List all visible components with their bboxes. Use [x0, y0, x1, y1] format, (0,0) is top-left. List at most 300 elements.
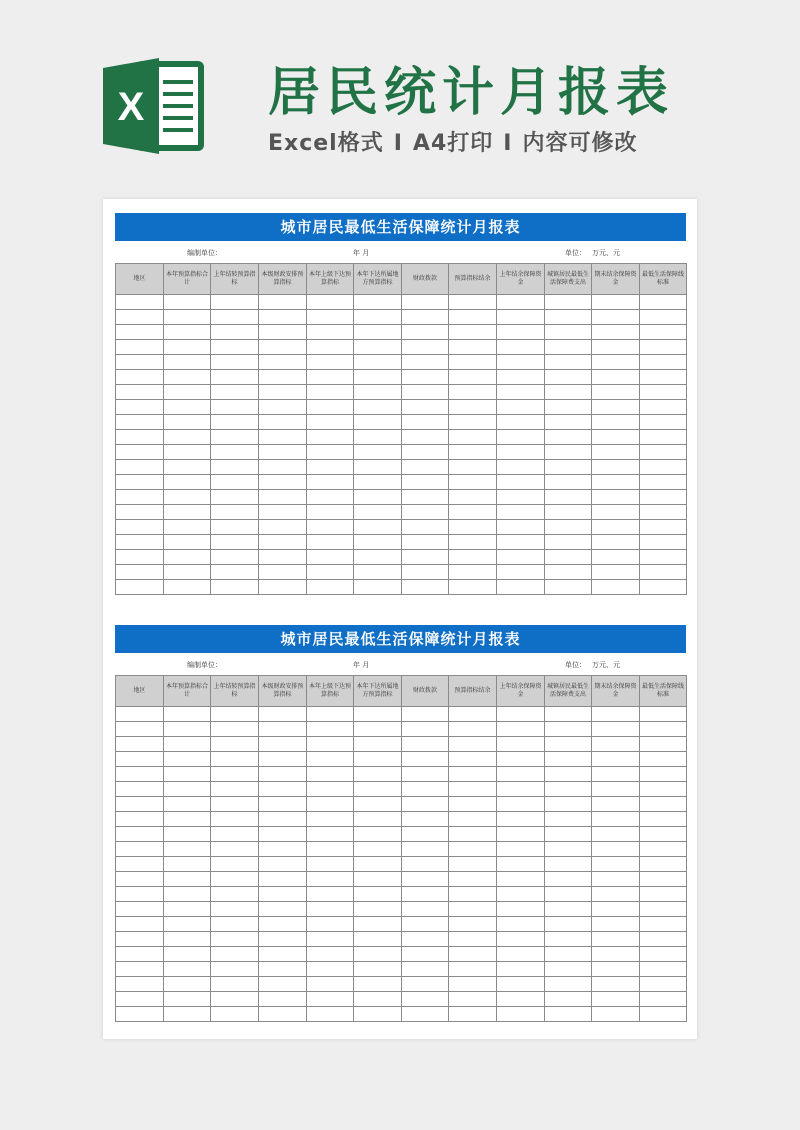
table-cell[interactable] [497, 797, 545, 812]
table-cell[interactable] [164, 722, 211, 737]
table-cell[interactable] [259, 550, 307, 565]
table-cell[interactable] [164, 460, 211, 475]
table-cell[interactable] [402, 857, 449, 872]
table-cell[interactable] [307, 505, 354, 520]
table-cell[interactable] [545, 917, 592, 932]
table-cell[interactable] [116, 782, 164, 797]
table-cell[interactable] [116, 520, 164, 535]
table-cell[interactable] [449, 767, 497, 782]
table-cell[interactable] [640, 947, 687, 962]
table-cell[interactable] [116, 827, 164, 842]
table-cell[interactable] [640, 520, 687, 535]
table-cell[interactable] [545, 842, 592, 857]
table-cell[interactable] [116, 415, 164, 430]
table-cell[interactable] [402, 310, 449, 325]
table-cell[interactable] [449, 385, 497, 400]
table-cell[interactable] [449, 932, 497, 947]
table-cell[interactable] [116, 917, 164, 932]
table-cell[interactable] [545, 400, 592, 415]
table-cell[interactable] [259, 325, 307, 340]
table-cell[interactable] [164, 812, 211, 827]
table-cell[interactable] [211, 992, 259, 1007]
table-cell[interactable] [307, 902, 354, 917]
table-cell[interactable] [592, 355, 640, 370]
table-cell[interactable] [211, 400, 259, 415]
table-cell[interactable] [545, 535, 592, 550]
table-cell[interactable] [449, 887, 497, 902]
table-cell[interactable] [116, 385, 164, 400]
table-cell[interactable] [116, 932, 164, 947]
table-cell[interactable] [259, 490, 307, 505]
table-cell[interactable] [211, 1007, 259, 1022]
table-cell[interactable] [164, 707, 211, 722]
table-cell[interactable] [640, 310, 687, 325]
table-cell[interactable] [307, 565, 354, 580]
table-cell[interactable] [592, 767, 640, 782]
table-cell[interactable] [354, 295, 402, 310]
table-cell[interactable] [449, 325, 497, 340]
table-cell[interactable] [211, 977, 259, 992]
table-cell[interactable] [164, 520, 211, 535]
table-cell[interactable] [640, 992, 687, 1007]
table-cell[interactable] [259, 707, 307, 722]
table-cell[interactable] [211, 827, 259, 842]
table-cell[interactable] [164, 370, 211, 385]
table-cell[interactable] [116, 535, 164, 550]
table-cell[interactable] [640, 400, 687, 415]
table-cell[interactable] [116, 752, 164, 767]
table-cell[interactable] [354, 370, 402, 385]
table-cell[interactable] [354, 355, 402, 370]
table-cell[interactable] [164, 842, 211, 857]
table-cell[interactable] [545, 827, 592, 842]
table-cell[interactable] [211, 325, 259, 340]
table-cell[interactable] [449, 580, 497, 595]
table-cell[interactable] [545, 490, 592, 505]
table-cell[interactable] [307, 550, 354, 565]
table-cell[interactable] [545, 415, 592, 430]
table-cell[interactable] [307, 797, 354, 812]
table-cell[interactable] [307, 782, 354, 797]
table-cell[interactable] [307, 490, 354, 505]
table-cell[interactable] [116, 445, 164, 460]
table-cell[interactable] [497, 737, 545, 752]
table-cell[interactable] [640, 887, 687, 902]
table-cell[interactable] [164, 490, 211, 505]
table-cell[interactable] [164, 310, 211, 325]
table-cell[interactable] [211, 310, 259, 325]
table-cell[interactable] [354, 782, 402, 797]
table-cell[interactable] [545, 707, 592, 722]
table-cell[interactable] [116, 370, 164, 385]
table-cell[interactable] [116, 947, 164, 962]
table-cell[interactable] [354, 520, 402, 535]
table-cell[interactable] [164, 827, 211, 842]
table-cell[interactable] [449, 490, 497, 505]
table-cell[interactable] [497, 445, 545, 460]
table-cell[interactable] [211, 842, 259, 857]
table-cell[interactable] [164, 977, 211, 992]
table-cell[interactable] [497, 295, 545, 310]
table-cell[interactable] [116, 797, 164, 812]
table-cell[interactable] [307, 962, 354, 977]
table-cell[interactable] [116, 767, 164, 782]
table-cell[interactable] [211, 385, 259, 400]
table-cell[interactable] [164, 340, 211, 355]
table-cell[interactable] [259, 1007, 307, 1022]
table-cell[interactable] [116, 812, 164, 827]
table-cell[interactable] [592, 460, 640, 475]
table-cell[interactable] [307, 752, 354, 767]
table-cell[interactable] [497, 872, 545, 887]
table-cell[interactable] [640, 430, 687, 445]
table-cell[interactable] [497, 400, 545, 415]
table-cell[interactable] [211, 812, 259, 827]
table-cell[interactable] [211, 415, 259, 430]
table-cell[interactable] [497, 520, 545, 535]
table-cell[interactable] [402, 520, 449, 535]
table-cell[interactable] [545, 977, 592, 992]
table-cell[interactable] [545, 550, 592, 565]
table-cell[interactable] [640, 550, 687, 565]
table-cell[interactable] [497, 430, 545, 445]
table-cell[interactable] [402, 430, 449, 445]
table-cell[interactable] [211, 505, 259, 520]
table-cell[interactable] [307, 917, 354, 932]
table-cell[interactable] [497, 460, 545, 475]
table-cell[interactable] [402, 767, 449, 782]
table-cell[interactable] [545, 475, 592, 490]
table-cell[interactable] [640, 535, 687, 550]
table-cell[interactable] [497, 1007, 545, 1022]
table-cell[interactable] [164, 580, 211, 595]
table-cell[interactable] [259, 752, 307, 767]
table-cell[interactable] [592, 722, 640, 737]
table-cell[interactable] [402, 505, 449, 520]
table-cell[interactable] [640, 355, 687, 370]
table-cell[interactable] [354, 550, 402, 565]
table-cell[interactable] [116, 872, 164, 887]
table-cell[interactable] [497, 962, 545, 977]
table-cell[interactable] [164, 475, 211, 490]
table-cell[interactable] [116, 722, 164, 737]
table-cell[interactable] [592, 872, 640, 887]
table-cell[interactable] [449, 535, 497, 550]
table-cell[interactable] [116, 505, 164, 520]
table-cell[interactable] [449, 520, 497, 535]
table-cell[interactable] [545, 782, 592, 797]
table-cell[interactable] [116, 842, 164, 857]
table-cell[interactable] [164, 947, 211, 962]
table-cell[interactable] [592, 475, 640, 490]
table-cell[interactable] [211, 520, 259, 535]
table-cell[interactable] [497, 977, 545, 992]
table-cell[interactable] [402, 842, 449, 857]
table-cell[interactable] [545, 1007, 592, 1022]
table-cell[interactable] [164, 962, 211, 977]
table-cell[interactable] [449, 550, 497, 565]
table-cell[interactable] [449, 872, 497, 887]
table-cell[interactable] [640, 340, 687, 355]
table-cell[interactable] [449, 400, 497, 415]
table-cell[interactable] [592, 550, 640, 565]
table-cell[interactable] [640, 917, 687, 932]
table-cell[interactable] [164, 400, 211, 415]
table-cell[interactable] [449, 722, 497, 737]
table-cell[interactable] [354, 767, 402, 782]
table-cell[interactable] [211, 355, 259, 370]
table-cell[interactable] [307, 310, 354, 325]
table-cell[interactable] [116, 355, 164, 370]
table-cell[interactable] [545, 962, 592, 977]
table-cell[interactable] [592, 917, 640, 932]
table-cell[interactable] [449, 505, 497, 520]
table-cell[interactable] [211, 707, 259, 722]
table-cell[interactable] [640, 722, 687, 737]
table-cell[interactable] [592, 992, 640, 1007]
table-cell[interactable] [640, 872, 687, 887]
table-cell[interactable] [592, 370, 640, 385]
table-cell[interactable] [402, 490, 449, 505]
table-cell[interactable] [354, 737, 402, 752]
table-cell[interactable] [211, 370, 259, 385]
table-cell[interactable] [116, 1007, 164, 1022]
table-cell[interactable] [449, 355, 497, 370]
table-cell[interactable] [164, 872, 211, 887]
table-cell[interactable] [402, 932, 449, 947]
table-cell[interactable] [259, 767, 307, 782]
table-cell[interactable] [116, 550, 164, 565]
table-cell[interactable] [259, 565, 307, 580]
table-cell[interactable] [545, 565, 592, 580]
table-cell[interactable] [545, 445, 592, 460]
table-cell[interactable] [592, 812, 640, 827]
table-cell[interactable] [640, 295, 687, 310]
table-cell[interactable] [545, 505, 592, 520]
table-cell[interactable] [354, 445, 402, 460]
table-cell[interactable] [640, 580, 687, 595]
table-cell[interactable] [354, 932, 402, 947]
table-cell[interactable] [402, 385, 449, 400]
table-cell[interactable] [497, 827, 545, 842]
table-cell[interactable] [545, 752, 592, 767]
table-cell[interactable] [164, 295, 211, 310]
table-cell[interactable] [116, 430, 164, 445]
table-cell[interactable] [497, 842, 545, 857]
table-cell[interactable] [449, 992, 497, 1007]
table-cell[interactable] [497, 722, 545, 737]
table-cell[interactable] [592, 887, 640, 902]
table-cell[interactable] [640, 490, 687, 505]
table-cell[interactable] [211, 722, 259, 737]
table-cell[interactable] [640, 977, 687, 992]
table-cell[interactable] [545, 325, 592, 340]
table-cell[interactable] [592, 752, 640, 767]
table-cell[interactable] [116, 737, 164, 752]
table-cell[interactable] [449, 565, 497, 580]
table-cell[interactable] [164, 565, 211, 580]
table-cell[interactable] [307, 707, 354, 722]
table-cell[interactable] [307, 475, 354, 490]
table-cell[interactable] [307, 722, 354, 737]
table-cell[interactable] [449, 977, 497, 992]
table-cell[interactable] [116, 475, 164, 490]
table-cell[interactable] [497, 340, 545, 355]
table-cell[interactable] [402, 340, 449, 355]
table-cell[interactable] [545, 797, 592, 812]
table-cell[interactable] [640, 842, 687, 857]
table-cell[interactable] [592, 505, 640, 520]
table-cell[interactable] [592, 827, 640, 842]
table-cell[interactable] [497, 782, 545, 797]
table-cell[interactable] [402, 355, 449, 370]
table-cell[interactable] [116, 460, 164, 475]
table-cell[interactable] [449, 295, 497, 310]
table-cell[interactable] [259, 535, 307, 550]
table-cell[interactable] [211, 490, 259, 505]
table-cell[interactable] [545, 460, 592, 475]
table-cell[interactable] [545, 812, 592, 827]
table-cell[interactable] [354, 340, 402, 355]
table-cell[interactable] [545, 887, 592, 902]
table-cell[interactable] [592, 902, 640, 917]
table-cell[interactable] [545, 370, 592, 385]
table-cell[interactable] [640, 565, 687, 580]
table-cell[interactable] [497, 812, 545, 827]
table-cell[interactable] [497, 505, 545, 520]
table-cell[interactable] [497, 385, 545, 400]
table-cell[interactable] [592, 782, 640, 797]
table-cell[interactable] [640, 962, 687, 977]
table-cell[interactable] [545, 767, 592, 782]
table-cell[interactable] [402, 370, 449, 385]
table-cell[interactable] [402, 917, 449, 932]
table-cell[interactable] [592, 535, 640, 550]
table-cell[interactable] [497, 550, 545, 565]
table-cell[interactable] [402, 722, 449, 737]
table-cell[interactable] [211, 962, 259, 977]
table-cell[interactable] [545, 355, 592, 370]
table-cell[interactable] [307, 827, 354, 842]
table-cell[interactable] [449, 430, 497, 445]
table-cell[interactable] [116, 962, 164, 977]
table-cell[interactable] [402, 325, 449, 340]
table-cell[interactable] [449, 947, 497, 962]
table-cell[interactable] [259, 887, 307, 902]
table-cell[interactable] [592, 962, 640, 977]
table-cell[interactable] [354, 797, 402, 812]
table-cell[interactable] [259, 872, 307, 887]
table-cell[interactable] [545, 310, 592, 325]
table-cell[interactable] [497, 932, 545, 947]
table-cell[interactable] [640, 445, 687, 460]
table-cell[interactable] [402, 902, 449, 917]
table-cell[interactable] [497, 887, 545, 902]
table-cell[interactable] [259, 857, 307, 872]
table-cell[interactable] [259, 430, 307, 445]
table-cell[interactable] [354, 962, 402, 977]
table-cell[interactable] [211, 857, 259, 872]
table-cell[interactable] [640, 767, 687, 782]
table-cell[interactable] [307, 370, 354, 385]
table-cell[interactable] [307, 842, 354, 857]
table-cell[interactable] [211, 947, 259, 962]
table-cell[interactable] [307, 977, 354, 992]
table-cell[interactable] [640, 415, 687, 430]
table-cell[interactable] [164, 415, 211, 430]
table-cell[interactable] [116, 887, 164, 902]
table-cell[interactable] [497, 565, 545, 580]
table-cell[interactable] [354, 947, 402, 962]
table-cell[interactable] [354, 385, 402, 400]
table-cell[interactable] [402, 992, 449, 1007]
table-cell[interactable] [497, 857, 545, 872]
table-cell[interactable] [402, 1007, 449, 1022]
table-cell[interactable] [354, 872, 402, 887]
table-cell[interactable] [164, 992, 211, 1007]
table-cell[interactable] [592, 932, 640, 947]
table-cell[interactable] [307, 325, 354, 340]
table-cell[interactable] [259, 722, 307, 737]
table-cell[interactable] [592, 737, 640, 752]
table-cell[interactable] [259, 902, 307, 917]
table-cell[interactable] [640, 1007, 687, 1022]
table-cell[interactable] [259, 415, 307, 430]
table-cell[interactable] [164, 902, 211, 917]
table-cell[interactable] [402, 707, 449, 722]
table-cell[interactable] [640, 782, 687, 797]
table-cell[interactable] [307, 812, 354, 827]
table-cell[interactable] [545, 992, 592, 1007]
table-cell[interactable] [640, 325, 687, 340]
table-cell[interactable] [211, 797, 259, 812]
table-cell[interactable] [449, 460, 497, 475]
table-cell[interactable] [449, 370, 497, 385]
table-cell[interactable] [592, 430, 640, 445]
table-cell[interactable] [402, 295, 449, 310]
table-cell[interactable] [354, 415, 402, 430]
table-cell[interactable] [354, 902, 402, 917]
table-cell[interactable] [164, 917, 211, 932]
table-cell[interactable] [259, 445, 307, 460]
table-cell[interactable] [402, 460, 449, 475]
table-cell[interactable] [211, 565, 259, 580]
table-cell[interactable] [307, 737, 354, 752]
table-cell[interactable] [259, 917, 307, 932]
table-cell[interactable] [354, 565, 402, 580]
table-cell[interactable] [307, 767, 354, 782]
table-cell[interactable] [640, 385, 687, 400]
table-cell[interactable] [449, 445, 497, 460]
table-cell[interactable] [211, 430, 259, 445]
table-cell[interactable] [259, 977, 307, 992]
table-cell[interactable] [307, 415, 354, 430]
table-cell[interactable] [545, 857, 592, 872]
table-cell[interactable] [307, 580, 354, 595]
table-cell[interactable] [545, 902, 592, 917]
table-cell[interactable] [211, 917, 259, 932]
table-cell[interactable] [307, 872, 354, 887]
table-cell[interactable] [640, 737, 687, 752]
table-cell[interactable] [354, 490, 402, 505]
table-cell[interactable] [402, 872, 449, 887]
table-cell[interactable] [545, 385, 592, 400]
table-cell[interactable] [259, 827, 307, 842]
table-cell[interactable] [259, 782, 307, 797]
table-cell[interactable] [164, 737, 211, 752]
table-cell[interactable] [259, 797, 307, 812]
table-cell[interactable] [545, 520, 592, 535]
